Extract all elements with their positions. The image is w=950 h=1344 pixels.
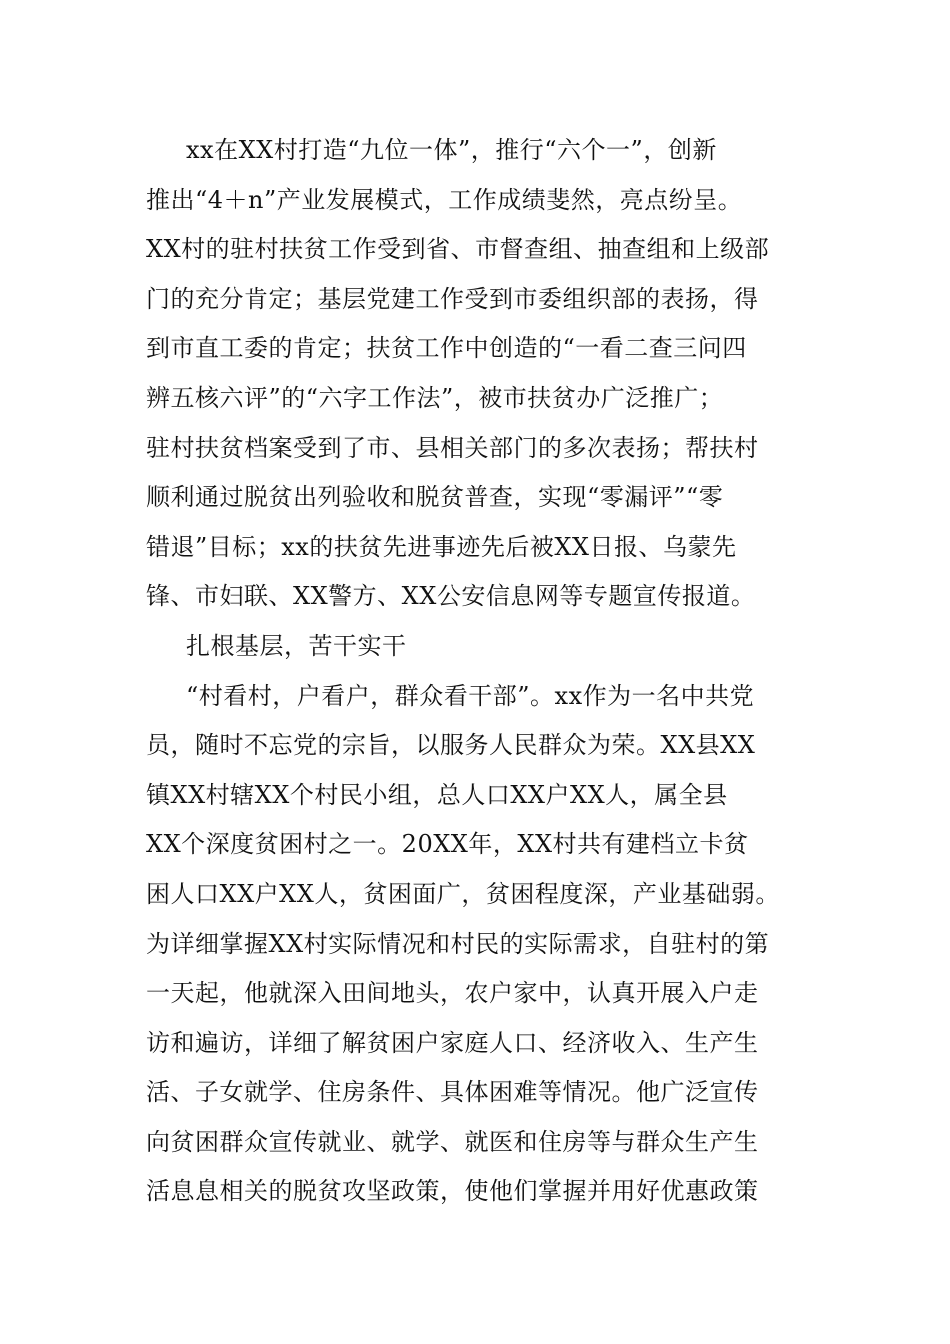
paragraph-line: 镇XX村辖XX个村民小组，总人口XX户XX人，属全县 bbox=[146, 780, 728, 809]
paragraph-line: 为详细掌握XX村实际情况和村民的实际需求，自驻村的第 bbox=[146, 929, 770, 958]
paragraph-line: “村看村，户看户，群众看干部”。xx作为一名中共党 bbox=[186, 681, 755, 710]
paragraph-line: 推出“4＋n”产业发展模式，工作成绩斐然，亮点纷呈。 bbox=[146, 185, 743, 214]
paragraph-line: 向贫困群众宣传就业、就学、就医和住房等与群众生产生 bbox=[146, 1127, 759, 1156]
document-body bbox=[146, 126, 846, 1217]
paragraph-line: 驻村扶贫档案受到了市、县相关部门的多次表扬；帮扶村 bbox=[146, 433, 759, 462]
paragraph-line: 锋、市妇联、XX警方、XX公安信息网等专题宣传报道。 bbox=[146, 582, 756, 611]
paragraph-line: XX村的驻村扶贫工作受到省、市督查组、抽查组和上级部 bbox=[146, 235, 770, 264]
section-heading: 扎根基层，苦干实干 bbox=[186, 631, 407, 660]
paragraph-line: 到市直工委的肯定；扶贫工作中创造的“一看二查三问四 bbox=[146, 334, 747, 363]
paragraph-line: 访和遍访，详细了解贫困户家庭人口、经济收入、生产生 bbox=[146, 1028, 759, 1057]
paragraph-line: 门的充分肯定；基层党建工作受到市委组织部的表扬，得 bbox=[146, 284, 759, 313]
paragraph-line: XX个深度贫困村之一。20XX年，XX村共有建档立卡贫 bbox=[146, 830, 749, 859]
paragraph-line: 一天起，他就深入田间地头，农户家中，认真开展入户走 bbox=[146, 979, 759, 1008]
paragraph-line: xx在XX村打造“九位一体”，推行“六个一”，创新 bbox=[186, 136, 717, 164]
paragraph-line: 活、子女就学、住房条件、具体困难等情况。他广泛宣传 bbox=[146, 1078, 759, 1107]
paragraph-line: 辨五核六评”的“六字工作法”，被市扶贫办广泛推广； bbox=[146, 383, 724, 412]
paragraph-line: 困人口XX户XX人，贫困面广，贫困程度深，产业基础弱。 bbox=[146, 879, 780, 908]
paragraph-line: 顺利通过脱贫出列验收和脱贫普查，实现“零漏评”“零 bbox=[146, 483, 724, 512]
paragraph-line: 活息息相关的脱贫攻坚政策，使他们掌握并用好优惠政策 bbox=[146, 1177, 759, 1206]
paragraph-line: 错退”目标；xx的扶贫先进事迹先后被XX日报、乌蒙先 bbox=[146, 532, 737, 561]
paragraph-line: 员，随时不忘党的宗旨，以服务人民群众为荣。XX县XX bbox=[146, 731, 756, 760]
